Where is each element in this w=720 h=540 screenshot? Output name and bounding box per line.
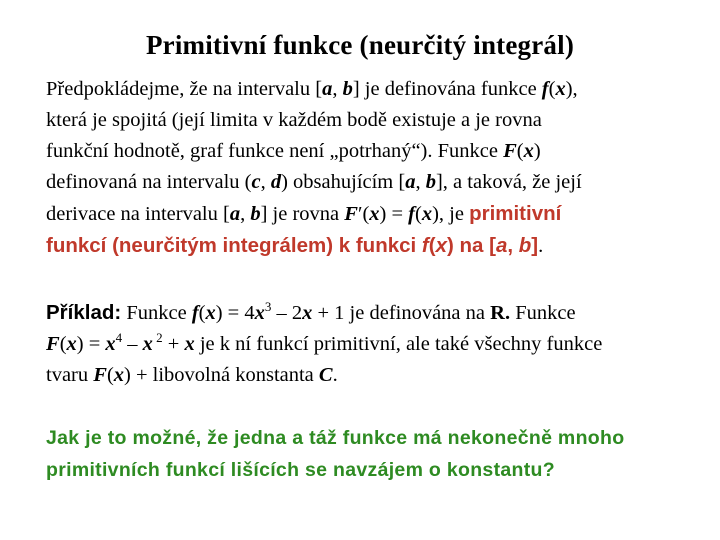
definition-line-5: derivace na intervalu [a, b] je rovna F′(x) = f(x), je primitivní [46,202,562,225]
example-line-1: Příklad: Funkce $f(x) = 4x^3 - 2x + 1$ je definována na R. Funkce [46,299,576,324]
example-paragraph [46,297,706,391]
example-line-2: $F(x) = x^4 - x$ $^2$ + x je k ní funkcí primitivní, ale také všechny funkce [46,330,603,355]
example-label: Příklad: [46,301,122,324]
slide-title: Primitivní funkce (neurčitý integrál) [145,30,575,60]
question-line-2: primitivních funkcí lišících se navzájem o konstantu? [46,459,555,481]
example-line-3: tvaru F(x) + libovolná konstanta C. [46,364,338,386]
definition-line-2: která je spojitá (její limita v každém bodě existuje a je rovna [46,109,542,131]
definition-line-1: Předpokládejme, že na intervalu [a, b] je definována funkce f(x), [46,78,578,100]
definition-line-4: definovaná na intervalu (c, d) obsahujícím [a, b], a taková, že její [46,171,582,193]
question-line-1: Jak je to možné, že jedna a táž funkce má nekonečně mnoho [46,427,625,449]
definition-line-6: funkcí (neurčitým integrálem) k funkci f(x) na [a, b]. [46,234,544,257]
definition-line-3: funkční hodnotě, graf funkce není „potrhaný“). Funkce F(x) [46,140,541,162]
definition-paragraph [46,74,706,262]
highlight-primitive: primitivní [469,202,562,225]
question-paragraph [46,422,706,486]
